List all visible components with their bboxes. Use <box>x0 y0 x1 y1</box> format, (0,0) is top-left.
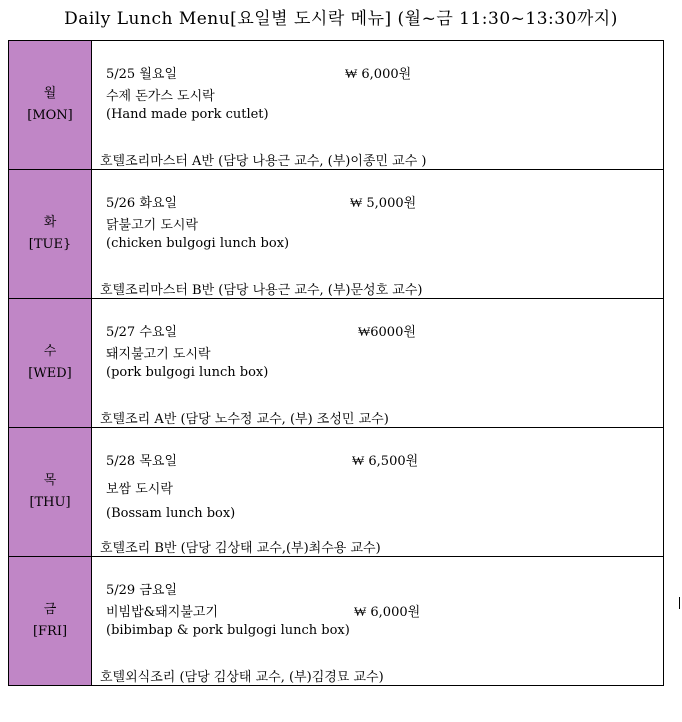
menu-staff: 호텔조리마스터 B반 (담당 나용근 교수, (부)문성호 교수) <box>100 283 423 298</box>
day-cell-mon <box>9 41 92 170</box>
menu-name-korean: 보쌈 도시락 <box>106 482 173 497</box>
menu-date: 5/27 수요일 <box>106 325 177 340</box>
menu-price: ₩ 5,000원 <box>350 196 417 211</box>
day-korean: 수 <box>43 344 57 359</box>
menu-cell-tue <box>92 170 664 299</box>
day-cell-fri <box>9 557 92 686</box>
table-row <box>9 170 679 299</box>
blank-cell <box>664 299 679 428</box>
table-row <box>9 41 679 170</box>
day-cell-wed <box>9 299 92 428</box>
table-row <box>9 428 679 557</box>
day-korean: 목 <box>43 473 57 488</box>
page-title: Daily Lunch Menu[요일별 도시락 메뉴] (월~금 11:30~13:30까지) <box>64 9 618 29</box>
menu-price: ₩6000원 <box>358 325 416 340</box>
menu-table <box>8 40 678 686</box>
menu-name-english: (Hand made pork cutlet) <box>106 107 269 122</box>
menu-staff: 호텔조리마스터 A반 (담당 나용근 교수, (부)이종민 교수 ) <box>100 154 427 169</box>
menu-price: ₩ 6,500원 <box>352 454 419 469</box>
menu-name-english: (chicken bulgogi lunch box) <box>106 236 290 251</box>
menu-date: 5/29 금요일 <box>106 583 177 598</box>
menu-name-english: (bibimbap & pork bulgogi lunch box) <box>106 623 350 638</box>
menu-staff: 호텔외식조리 (담당 김상태 교수, (부)김경묘 교수) <box>100 670 384 685</box>
menu-staff: 호텔조리 A반 (담당 노수정 교수, (부) 조성민 교수) <box>100 412 389 427</box>
menu-staff: 호텔조리 B반 (담당 김상태 교수,(부)최수용 교수) <box>100 541 381 556</box>
menu-cell-thu <box>92 428 664 557</box>
menu-cell-mon <box>92 41 664 170</box>
menu-cell-wed <box>92 299 664 428</box>
day-english: [WED] <box>28 366 72 381</box>
table-row <box>9 299 679 428</box>
blank-cell <box>664 170 679 299</box>
menu-name-korean: 닭불고기 도시락 <box>106 218 199 233</box>
menu-name-korean: 비빔밥&돼지불고기 <box>106 605 219 620</box>
menu-price: ₩ 6,000원 <box>345 67 412 82</box>
day-korean: 월 <box>43 86 57 101</box>
menu-name-english: (Bossam lunch box) <box>106 506 236 521</box>
menu-date: 5/28 목요일 <box>106 454 177 469</box>
menu-cell-fri <box>92 557 664 686</box>
text-cursor-mark <box>679 597 680 609</box>
day-korean: 화 <box>43 215 57 230</box>
blank-cell <box>664 41 679 170</box>
menu-date: 5/26 화요일 <box>106 196 177 211</box>
blank-cell <box>664 557 679 686</box>
menu-name-korean: 수제 돈가스 도시락 <box>106 89 215 104</box>
day-cell-tue <box>9 170 92 299</box>
day-english: [THU] <box>29 495 71 510</box>
day-cell-thu <box>9 428 92 557</box>
day-english: [MON] <box>27 108 73 123</box>
menu-name-korean: 돼지불고기 도시락 <box>106 347 211 362</box>
menu-name-english: (pork bulgogi lunch box) <box>106 365 269 380</box>
day-english: [FRI] <box>32 624 68 639</box>
day-english: [TUE} <box>28 237 72 252</box>
day-korean: 금 <box>43 602 57 617</box>
menu-date: 5/25 월요일 <box>106 67 177 82</box>
menu-price: ₩ 6,000원 <box>354 605 421 620</box>
table-row <box>9 557 679 686</box>
blank-cell <box>664 428 679 557</box>
